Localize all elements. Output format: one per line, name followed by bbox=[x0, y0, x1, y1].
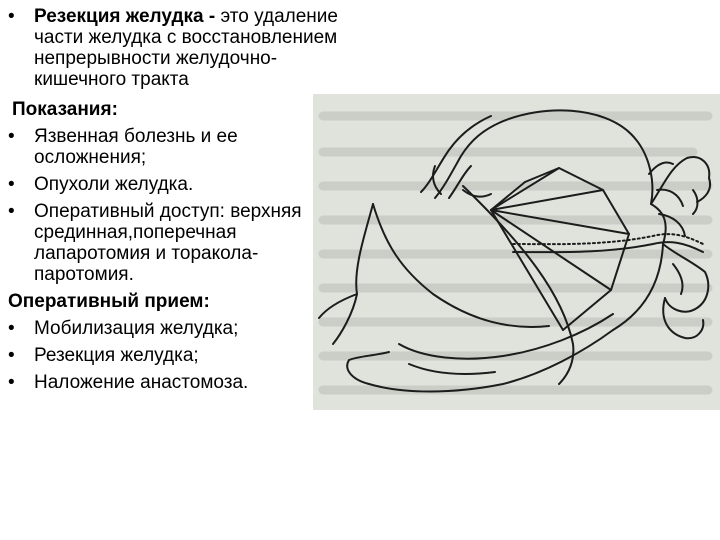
technique-item: • Наложение анастомоза. bbox=[8, 372, 338, 393]
stomach-resection-figure bbox=[313, 94, 720, 410]
indications-heading: Показания: bbox=[12, 99, 118, 120]
definition-text: это удаление части желудка с восстановлением непрерывности желудочно-кишечного тракта bbox=[34, 6, 338, 90]
main-text bbox=[8, 6, 338, 393]
indication-item: • Опухоли желудка. bbox=[8, 174, 338, 195]
definition-item bbox=[8, 6, 338, 90]
indication-item: • Язвенная болезнь и ее осложнения; bbox=[8, 126, 338, 168]
definition-term: Резекция желудка - bbox=[34, 6, 216, 27]
technique-item: • Резекция желудка; bbox=[8, 345, 338, 366]
technique-heading: Оперативный прием: bbox=[8, 291, 210, 312]
technique-item: • Мобилизация желудка; bbox=[8, 318, 338, 339]
stomach-resection-diagram-icon bbox=[313, 94, 720, 410]
indication-item: • Оперативный доступ: верхняя срединная,поперечная лапаротомия и тораколапаротомия. bbox=[8, 201, 338, 285]
